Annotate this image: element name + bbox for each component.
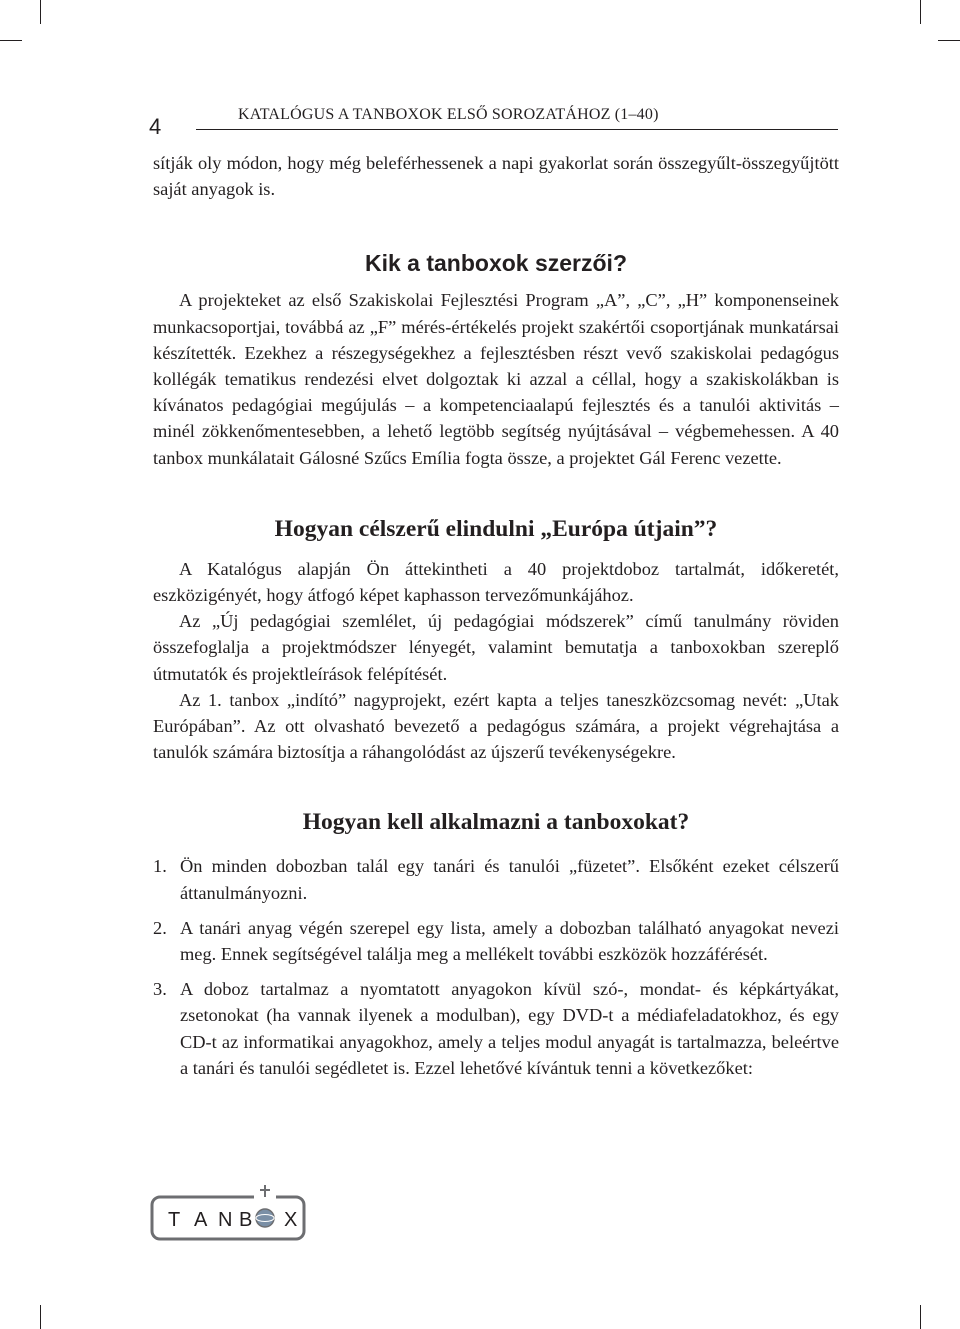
page-number: 4 <box>149 114 162 139</box>
list-item <box>153 976 839 1081</box>
section-heading-start: Hogyan célszerű elindulni „Európa útjain”? <box>274 515 718 542</box>
tanbox-logo <box>150 1185 306 1241</box>
list-item-text: A doboz tartalmaz a nyomtatott anyagokon kívül szó-, mondat- és képkártyákat, zsetonokat (ha vannak ilyenek a modulban), egy DVD-t a médiafeladatokhoz, és egy CD-t az informatikai anyagokhoz, amely a teljes modul anyagát is tartalmazza, beleértve a tanári és tanulói segédletet is. Ezzel lehetővé kívántuk tenni a következőket: <box>180 979 839 1078</box>
header-rule <box>196 129 838 130</box>
list-item-text: A tanári anyag végén szerepel egy lista, amely a dobozban található anyagokat nevezi meg. Ennek segítségével találja meg a mellékelt további eszközök hozzáférését. <box>180 917 839 965</box>
logo-letter: A <box>194 1209 208 1231</box>
crop-mark <box>40 0 41 24</box>
logo-letter: T <box>168 1209 181 1231</box>
list-item <box>153 915 839 967</box>
crop-mark <box>920 1305 921 1329</box>
logo-letter: B <box>239 1209 253 1231</box>
page-body <box>153 150 839 1090</box>
list-item-text: Ön minden dobozban talál egy tanári és tanulói „füzetet”. Elsőként ezeket célszerű áttanulmányozni. <box>180 856 839 903</box>
intro-paragraph: sítják oly módon, hogy még beleférhessenek a napi gyakorlat során összegyűlt-összegyűjtött saját anyagok is. <box>153 153 839 200</box>
crop-mark <box>40 1305 41 1329</box>
start-paragraph-1: A Katalógus alapján Ön áttekintheti a 40 projektdoboz tartalmát, időkeretét, eszközigényét, hogy átfogó képet kaphasson tervezőmunkájához. <box>153 558 839 606</box>
logo-letter: N <box>218 1209 233 1231</box>
list-item-number: 1. <box>153 856 167 877</box>
crop-mark <box>938 40 960 41</box>
logo-emblem-icon <box>256 1185 274 1227</box>
logo-letter: X <box>284 1209 298 1231</box>
crop-mark <box>0 40 22 41</box>
start-paragraph-3: Az 1. tanbox „indító” nagyprojekt, ezért kapta a teljes taneszközcsomag nevét: „Utak Európában”. Az ott olvasható bevezető a pedagógus számára, a projekt végrehajtása a tanulók számára biztosítja a ráhangolódást az újszerű tevékenységekre. <box>153 689 839 763</box>
crop-mark <box>920 0 921 24</box>
running-title: KATALÓGUS A TANBOXOK ELSŐ SOROZATÁHOZ (1–40) <box>238 106 659 123</box>
list-item-number: 3. <box>153 979 167 1000</box>
section-heading-authors: Kik a tanboxok szerzői? <box>364 250 627 277</box>
section-heading-usage: Hogyan kell alkalmazni a tanboxokat? <box>302 809 690 836</box>
start-paragraph-2: Az „Új pedagógiai szemlélet, új pedagógiai módszerek” című tanulmány röviden összefoglalja a projektmódszer lényegét, valamint bemutatja a tanboxokban szereplő útmutatók és projektleírások felépítését. <box>153 611 839 684</box>
authors-paragraph: A projekteket az első Szakiskolai Fejlesztési Program „A”, „C”, „H” komponenseinek munkacsoportjai, továbbá az „F” mérés-értékelés projekt szakértői csoportjának munkatársai készítették. Ezekhez a részegységekhez a fejlesztésben részt vevő szakiskolai pedagógus kollégák tematikus rendezési elvet dolgoztak ki azzal a céllal, hogy a szakiskolákban is kívánatos pedagógiai megújulás – a kompetenciaalapú fejlesztés és a tanulói aktivitás – minél zökkenőmentesebben, a lehető legtöbb segítség nyújtásával – végbemehessen. A 40 tanbox munkálatait Gálosné Szűcs Emília fogta össze, a projektet Gál Ferenc vezette. <box>153 290 839 468</box>
list-item-number: 2. <box>153 917 167 938</box>
list-item <box>153 853 839 905</box>
